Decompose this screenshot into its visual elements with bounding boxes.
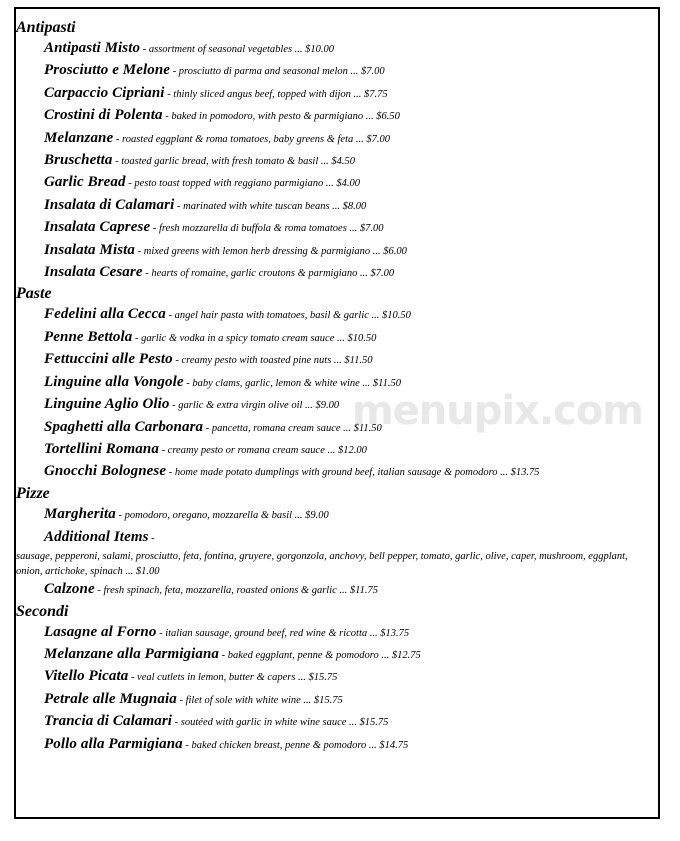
item-name: Penne Bettola [44, 328, 133, 345]
item-desc: - baked chicken breast, penne & pomodoro ... $14.75 [182, 739, 409, 751]
item-desc: - creamy pesto with toasted pine nuts ... $11.50 [172, 355, 373, 367]
item-name: Insalata di Calamari [44, 196, 175, 213]
menu-item [44, 734, 646, 756]
menu-item [44, 689, 646, 711]
item-name: Vitello Picata [44, 668, 129, 685]
additional-items-list: sausage, pepperoni, salami, prosciutto, feta, fontina, gruyere, gorgonzola, anchovy, bell pepper, tomato, garlic, olive, caper, mushroom, eggplant, onion, artichoke, spinach ... $1.00 [16, 551, 628, 578]
item-desc: - pesto toast topped with reggiano parmigiano ... $4.00 [125, 178, 361, 190]
item-desc: - roasted eggplant & roma tomatoes, baby greens & feta ... $7.00 [113, 133, 391, 145]
item-name: Insalata Cesare [44, 264, 143, 281]
item-desc: - pancetta, romana cream sauce ... $11.50 [203, 422, 382, 434]
item-desc: - marinated with white tuscan beans ... $8.00 [174, 200, 367, 212]
menu-item [44, 128, 646, 150]
menu-item [44, 172, 646, 194]
item-name: Additional Items [44, 528, 149, 545]
item-name: Pollo alla Parmigiana [44, 735, 183, 752]
menu-item [44, 217, 646, 239]
menu-item [44, 504, 646, 526]
item-name: Gnocchi Bolognese [44, 463, 167, 480]
item-desc: - filet of sole with white wine ... $15.75 [176, 694, 343, 706]
item-name: Bruschetta [44, 152, 113, 169]
menu-item [44, 60, 646, 82]
menu-item [44, 83, 646, 105]
item-desc: - fresh mozzarella di buffola & roma tomatoes ... $7.00 [150, 223, 384, 235]
item-name: Insalata Caprese [44, 219, 151, 236]
item-name: Insalata Mista [44, 241, 136, 258]
item-desc: - creamy pesto or romana cream sauce ... $12.00 [158, 444, 367, 456]
item-desc: - toasted garlic bread, with fresh tomato & basil ... $4.50 [112, 156, 355, 168]
antipasti-list [16, 38, 646, 284]
item-name: Fettuccini alle Pesto [44, 351, 173, 368]
item-desc: - prosciutto di parma and seasonal melon ... $7.00 [170, 66, 385, 78]
menu-item [44, 622, 646, 644]
item-name: Crostini di Polenta [44, 107, 163, 124]
menu-item [44, 304, 646, 326]
item-desc: - pomodoro, oregano, mozzarella & basil ... $9.00 [115, 510, 329, 522]
item-name: Margherita [44, 506, 116, 523]
item-desc: - garlic & extra virgin olive oil ... $9.00 [169, 400, 340, 412]
item-desc: - [148, 532, 155, 544]
pizze-list [16, 504, 646, 601]
item-name: Carpaccio Cipriani [44, 84, 165, 101]
item-name: Prosciutto e Melone [44, 62, 171, 79]
item-name: Trancia di Calamari [44, 713, 173, 730]
item-desc: - soutéed with garlic in white wine sauce ... $15.75 [172, 717, 389, 729]
item-desc: - garlic & vodka in a spicy tomato cream sauce ... $10.50 [132, 332, 377, 344]
item-name: Garlic Bread [44, 174, 126, 191]
section-title-antipasti: Antipasti [16, 19, 76, 36]
menu-item [44, 644, 646, 666]
secondi-list [16, 622, 646, 756]
item-name: Melanzane [44, 129, 114, 146]
item-name: Linguine alla Vongole [44, 373, 184, 390]
menu-item [44, 38, 646, 60]
menu-item [44, 105, 646, 127]
item-desc: - home made potato dumplings with ground beef, italian sausage & pomodoro ... $13.75 [166, 467, 540, 479]
item-name: Fedelini alla Cecca [44, 306, 166, 323]
menu-item [44, 195, 646, 217]
menu-item [44, 439, 646, 461]
item-desc: - italian sausage, ground beef, red wine & ricotta ... $13.75 [156, 627, 410, 639]
menu-item [44, 711, 646, 733]
item-desc: - hearts of romaine, garlic croutons & parmigiano ... $7.00 [142, 268, 395, 280]
item-name: Tortellini Romana [44, 440, 159, 457]
item-desc: - assortment of seasonal vegetables ... $10.00 [140, 44, 335, 55]
item-name: Lasagne al Forno [44, 623, 157, 640]
item-name: Melanzane alla Parmigiana [44, 645, 220, 662]
item-name: Spaghetti alla Carbonara [44, 418, 204, 435]
item-desc: - thinly sliced angus beef, topped with dijon ... $7.75 [164, 88, 388, 100]
item-desc: - fresh spinach, feta, mozzarella, roasted onions & garlic ... $11.75 [94, 585, 379, 597]
section-title-secondi: Secondi [16, 602, 69, 620]
item-desc: - veal cutlets in lemon, butter & capers ... $15.75 [128, 672, 338, 684]
menu-item-additional [44, 527, 646, 549]
watermark: menupix.com [352, 388, 643, 434]
menu-item [16, 461, 646, 480]
section-title-pizze: Pizze [16, 485, 50, 503]
menu-item [44, 240, 646, 262]
item-desc: - baked eggplant, penne & pomodoro ... $12.75 [219, 649, 421, 661]
section-title-paste: Paste [16, 285, 52, 303]
item-name: Petrale alle Mugnaia [44, 690, 177, 707]
item-desc: - baked in pomodoro, with pesto & parmigiano ... $6.50 [162, 111, 400, 123]
item-desc: - angel hair pasta with tomatoes, basil & garlic ... $10.50 [165, 310, 411, 322]
menu-content [16, 18, 646, 756]
item-name: Antipasti Misto [44, 40, 141, 56]
menu-item [44, 327, 646, 349]
menu-item [44, 666, 646, 688]
menu-item [44, 579, 646, 601]
menu-item [44, 349, 646, 371]
menu-item [44, 262, 646, 284]
item-name: Calzone [44, 581, 95, 598]
menu-item [44, 150, 646, 172]
item-desc: - mixed greens with lemon herb dressing & parmigiano ... $6.00 [135, 245, 407, 257]
item-desc: - baby clams, garlic, lemon & white wine ... $11.50 [183, 377, 402, 389]
item-name: Linguine Aglio Olio [44, 396, 170, 413]
